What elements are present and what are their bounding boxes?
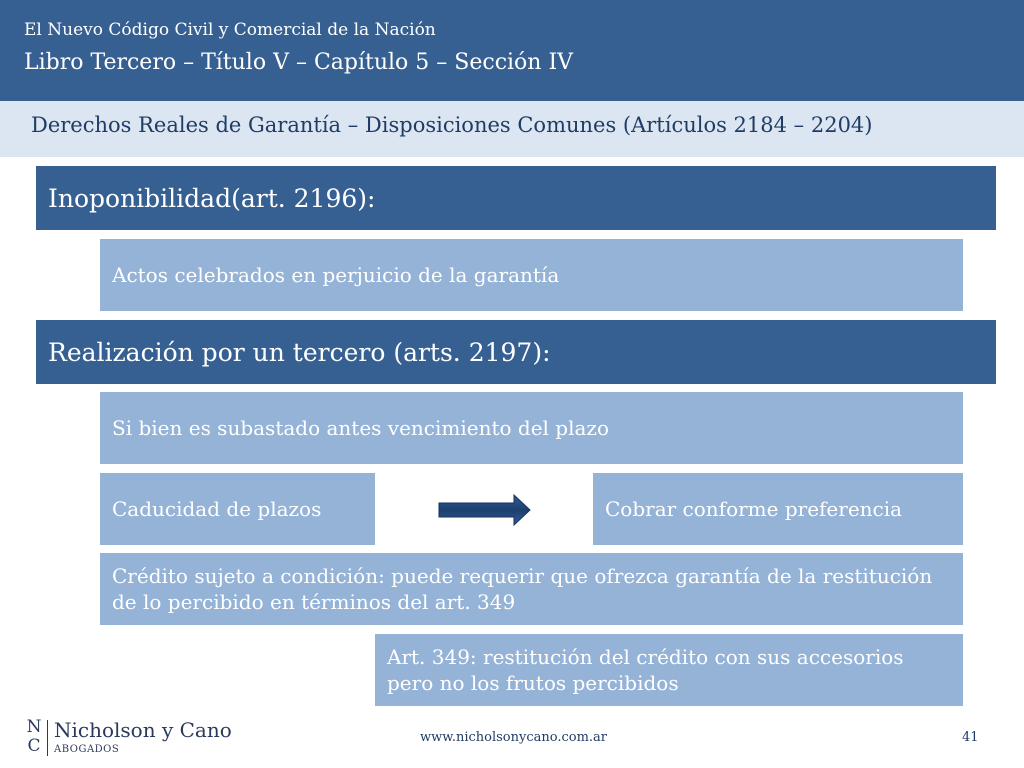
- subheader-title: Derechos Reales de Garantía – Disposiciones Comunes (Artículos 2184 – 2204): [31, 113, 873, 137]
- realizacion-heading: Realización por un tercero (arts. 2197):: [36, 320, 996, 384]
- logo-subtitle: ABOGADOS: [54, 744, 120, 755]
- header-bar: [0, 0, 1024, 101]
- right-arrow-icon: [438, 494, 532, 526]
- company-logo: [24, 718, 244, 758]
- subheader-bar: [0, 101, 1024, 157]
- page-number: 41: [962, 730, 979, 745]
- footer-url[interactable]: www.nicholsonycano.com.ar: [420, 730, 608, 745]
- credito-box: Crédito sujeto a condición: puede requerir que ofrezca garantía de la restitución de lo percibido en términos del art. 349: [100, 553, 963, 625]
- header-line1: El Nuevo Código Civil y Comercial de la Nación: [24, 20, 436, 40]
- logo-name: Nicholson y Cano: [54, 718, 232, 742]
- logo-monogram: [24, 718, 44, 756]
- caducidad-box: Caducidad de plazos: [100, 473, 375, 545]
- logo-letter-c: C: [27, 736, 41, 756]
- header-line2: Libro Tercero – Título V – Capítulo 5 – Sección IV: [24, 50, 574, 75]
- logo-letter-n: N: [26, 717, 42, 737]
- logo-divider: [47, 720, 48, 756]
- art349-box: Art. 349: restitución del crédito con sus accesorios pero no los frutos percibidos: [375, 634, 963, 706]
- actos-box: Actos celebrados en perjuicio de la garantía: [100, 239, 963, 311]
- subastado-box: Si bien es subastado antes vencimiento del plazo: [100, 392, 963, 464]
- inoponibilidad-heading: Inoponibilidad(art. 2196):: [36, 166, 996, 230]
- cobrar-box: Cobrar conforme preferencia: [593, 473, 963, 545]
